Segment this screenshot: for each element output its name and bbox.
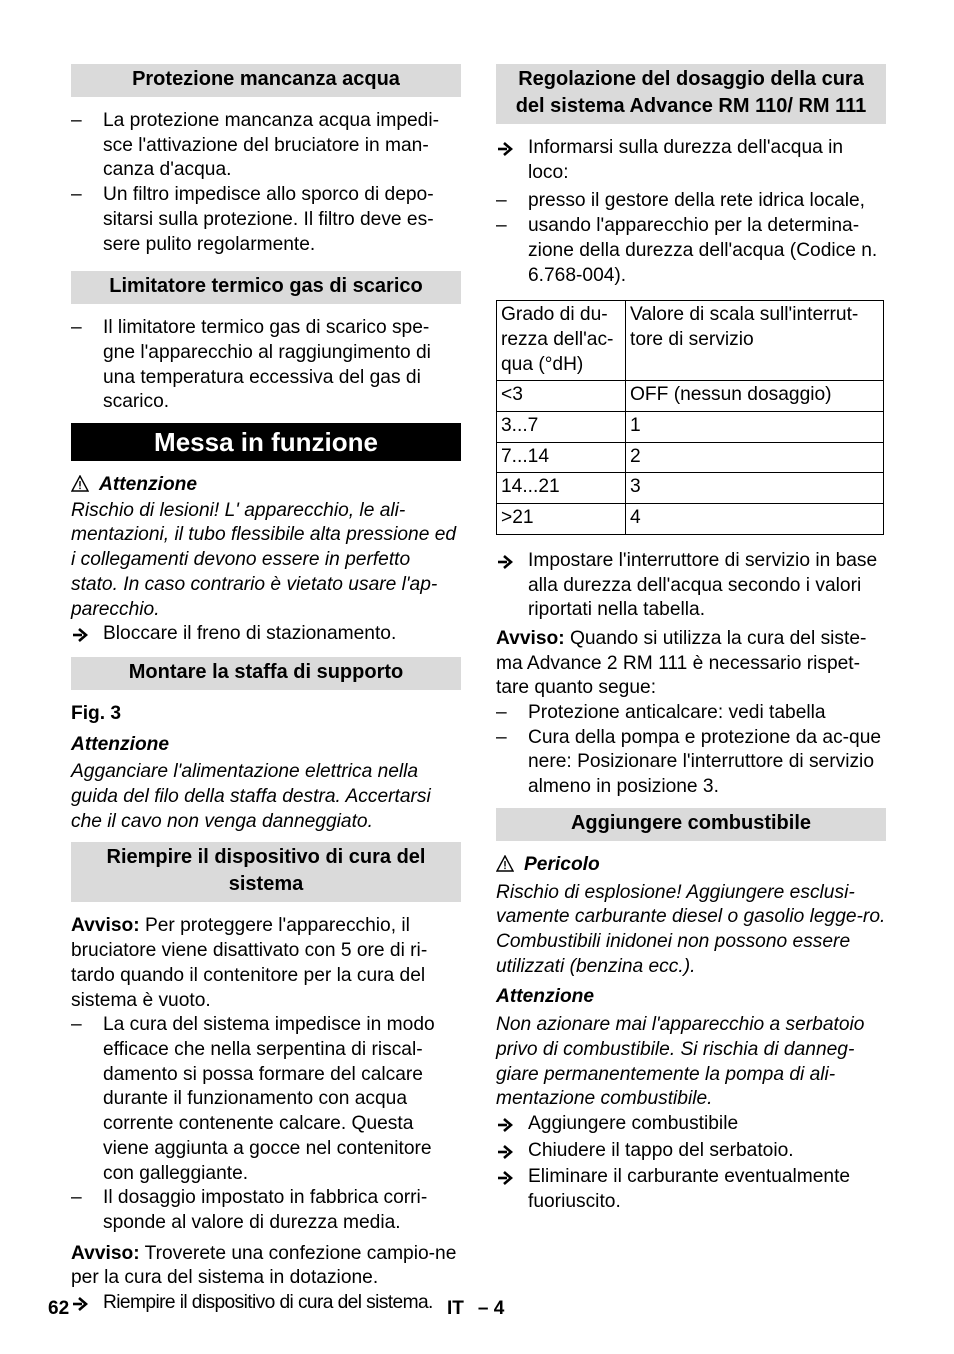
arrow-right-icon xyxy=(497,1117,513,1133)
hardness-steps xyxy=(496,136,886,185)
section-heading-support-bracket: Montare la staffa di supporto xyxy=(71,657,461,690)
danger-text: Rischio di esplosione! Aggiungere esclusi-vamente carburante diesel o gasolio legge-ro. Combustibili inidonei non possono essere utilizzati (benzina ecc.). xyxy=(496,881,886,977)
table-row xyxy=(497,442,884,473)
language-code: IT xyxy=(447,1298,464,1319)
note-paragraph: Avviso: Per proteggere l'apparecchio, il bruciatore viene disattivato con 5 ore di ri-tardo quando il contenitore per la cura del sistema è vuoto. xyxy=(71,915,428,1011)
step-item: Informarsi sulla durezza dell'acqua in loco: xyxy=(496,136,886,185)
step-item: Eliminare il carburante eventualmente fuoriuscito. xyxy=(496,1165,886,1214)
list-item: – usando l'apparecchio per la determina-zione della durezza dell'acqua (Codice n. 6.768-004). xyxy=(496,214,886,288)
warning-text: Rischio di lesioni! L' apparecchio, le ali-mentazioni, il tubo flessibile alta pressione ed i collegamenti devono essere in perfetto stato. In caso contrario è vietato usare l'ap-parecchio. xyxy=(71,499,457,620)
water-protection-list xyxy=(71,109,461,257)
arrow-right-icon xyxy=(72,1296,88,1312)
table-cell: <3 xyxy=(497,381,626,412)
list-item: – La cura del sistema impedisce in modo efficace che nella serpentina di riscal-damento si possa formare del calcare durante il funzionamento con acqua corrente contenente calcare. Questa viene aggiunta a gocce nel contenitore con galleggiante. xyxy=(71,1013,461,1186)
attention-heading: Attenzione xyxy=(71,733,170,755)
hardness-source-list xyxy=(496,189,886,288)
warning-heading: Attenzione xyxy=(71,473,461,498)
table-row xyxy=(497,504,884,535)
table-cell: 7...14 xyxy=(497,442,626,473)
step-item: Bloccare il freno di stazionamento. xyxy=(71,622,461,647)
list-item: – Il dosaggio impostato in fabbrica corri-sponde al valore di durezza media. xyxy=(71,1186,461,1235)
section-page: – 4 xyxy=(477,1298,505,1319)
exhaust-limiter-list xyxy=(71,316,461,415)
table-row xyxy=(497,412,884,443)
step-item: Aggiungere combustibile xyxy=(496,1112,886,1137)
note-paragraph-sample: Avviso: Troverete una confezione campio-ne per la cura del sistema in dotazione. xyxy=(71,1242,457,1289)
hardness-table xyxy=(496,300,884,535)
arrow-right-icon xyxy=(497,554,513,570)
table-cell: 3...7 xyxy=(497,412,626,443)
step-item: Chiudere il tappo del serbatoio. xyxy=(496,1139,886,1164)
start-up-steps xyxy=(71,622,461,647)
list-item: – Un filtro impedisce allo sporco di depo-sitarsi sulla protezione. Il filtro deve es-sere pulito regolarmente. xyxy=(71,183,461,257)
table-header-row xyxy=(497,301,884,381)
arrow-right-icon xyxy=(72,627,88,643)
section-heading-fill-care-device: Riempire il dispositivo di cura del sistema xyxy=(71,842,461,902)
table-row xyxy=(497,473,884,504)
arrow-right-icon xyxy=(497,1144,513,1160)
table-cell: OFF (nessun dosaggio) xyxy=(626,381,884,412)
arrow-right-icon xyxy=(497,1170,513,1186)
table-cell: 4 xyxy=(626,504,884,535)
care-device-list xyxy=(71,1013,461,1235)
list-item: – La protezione mancanza acqua impedi-sce l'attivazione del bruciatore in man-canza d'acqua. xyxy=(71,109,461,183)
warning-triangle-icon xyxy=(71,475,89,492)
list-item: – Cura della pompa e protezione da ac-que nere: Posizionare l'interruttore di servizio almeno in posizione 3. xyxy=(496,726,886,800)
attention-text: Agganciare l'alimentazione elettrica nella guida del filo della staffa destra. Accertarsi che il cavo non venga danneggiato. xyxy=(71,761,431,832)
list-item: – Il limitatore termico gas di scarico spe-gne l'apparecchio al raggiungimento di una temperatura eccessiva del gas di scarico. xyxy=(71,316,461,415)
section-heading-exhaust-limiter: Limitatore termico gas di scarico xyxy=(71,271,461,304)
attention-text: Non azionare mai l'apparecchio a serbatoio privo di combustibile. Si rischia di danneg-giare permanentemente la pompa di ali-mentazione combustibile. xyxy=(496,1014,865,1110)
table-cell: >21 xyxy=(497,504,626,535)
table-cell: 2 xyxy=(626,442,884,473)
step-item: Impostare l'interruttore di servizio in base alla durezza dell'acqua secondo i valori riportati nella tabella. xyxy=(496,549,886,623)
danger-heading: Pericolo xyxy=(496,853,886,878)
section-heading-water-protection: Protezione mancanza acqua xyxy=(71,64,461,97)
page-footer-language xyxy=(447,1298,504,1320)
attention-heading: Attenzione xyxy=(496,986,595,1008)
page-number: 62 xyxy=(48,1298,70,1319)
advance-list xyxy=(496,701,886,800)
fill-steps xyxy=(71,1291,461,1316)
arrow-right-icon xyxy=(497,141,513,157)
switch-steps xyxy=(496,549,886,623)
table-cell: 1 xyxy=(626,412,884,443)
list-item: – presso il gestore della rete idrica locale, xyxy=(496,189,886,214)
figure-reference: Fig. 3 xyxy=(71,702,122,724)
section-heading-dosage-regulation: Regolazione del dosaggio della cura del sistema Advance RM 110/ RM 111 xyxy=(496,64,886,124)
fuel-steps xyxy=(496,1112,886,1215)
table-row xyxy=(497,381,884,412)
note-paragraph-advance: Avviso: Quando si utilizza la cura del siste-ma Advance 2 RM 111 è necessario rispet-tare quanto segue: xyxy=(496,627,867,699)
list-item: – Protezione anticalcare: vedi tabella xyxy=(496,701,886,726)
warning-triangle-icon xyxy=(496,855,514,872)
chapter-heading-start-up: Messa in funzione xyxy=(71,423,461,461)
step-item: Riempire il dispositivo di cura del sistema. xyxy=(71,1291,461,1316)
table-header-cell: Valore di scala sull'interrut-tore di servizio xyxy=(626,301,884,381)
right-column xyxy=(496,64,886,1219)
table-cell: 3 xyxy=(626,473,884,504)
left-column xyxy=(71,64,461,1320)
section-heading-add-fuel: Aggiungere combustibile xyxy=(496,808,886,841)
table-cell: 14...21 xyxy=(497,473,626,504)
table-header-cell: Grado di du-rezza dell'ac-qua (°dH) xyxy=(497,301,626,381)
